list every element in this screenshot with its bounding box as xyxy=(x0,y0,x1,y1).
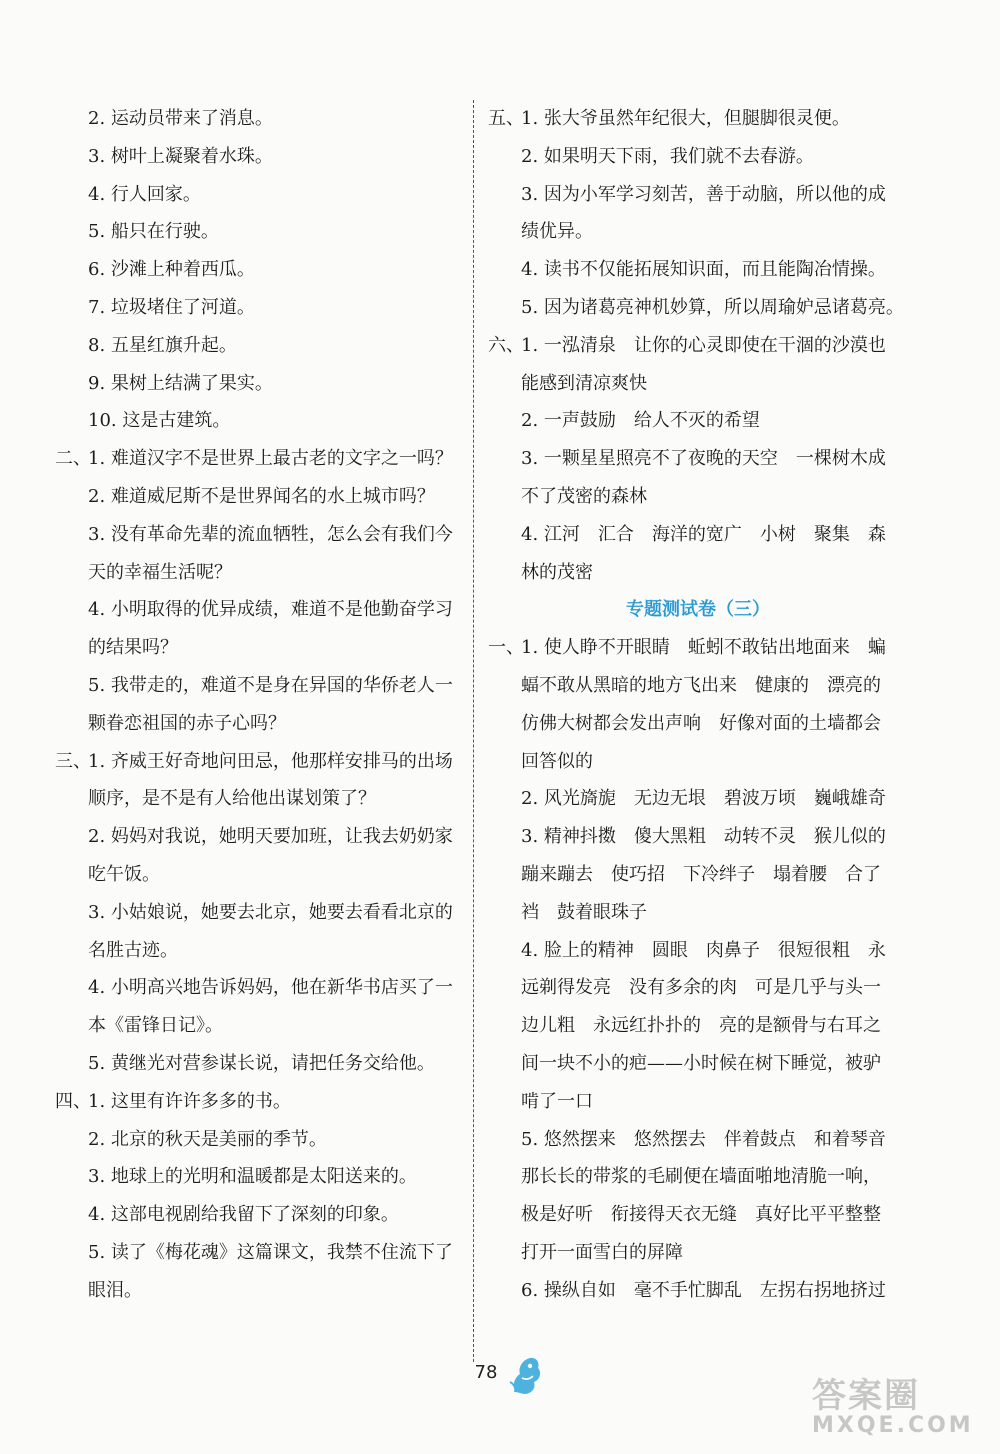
answer-text: 2. 妈妈对我说，她明天要加班，让我去奶奶家 xyxy=(88,826,453,848)
answer-text: 不了茂密的森林 xyxy=(521,485,647,507)
answer-text: 名胜古迹。 xyxy=(88,939,178,961)
answer-text: 5. 悠然摆来 悠然摆去 伴着鼓点 和着琴音 xyxy=(521,1128,886,1150)
answer-text: 5. 我带走的，难道不是身在异国的华侨老人一 xyxy=(88,674,453,696)
answer-line xyxy=(55,591,460,629)
answer-line xyxy=(55,1234,460,1272)
answer-line xyxy=(488,1196,908,1234)
answer-text: 2. 风光旖旎 无边无垠 碧波万顷 巍峨雄奇 xyxy=(521,788,886,810)
answer-text: 8. 五星红旗升起。 xyxy=(88,334,237,356)
answer-line xyxy=(55,176,460,214)
answer-line xyxy=(488,1083,908,1121)
answer-line xyxy=(55,1045,460,1083)
answer-line xyxy=(488,554,908,592)
answer-text: 4. 读书不仅能拓展知识面，而且能陶冶情操。 xyxy=(521,259,886,281)
answer-line xyxy=(488,1272,908,1310)
answer-text: 啃了一口 xyxy=(521,1090,593,1112)
answer-line xyxy=(488,818,908,856)
answer-text: 1. 这里有许许多多的书。 xyxy=(88,1090,291,1112)
answer-line xyxy=(55,743,460,781)
answer-text: 2. 如果明天下雨，我们就不去春游。 xyxy=(521,145,814,167)
answer-text: 5. 船只在行驶。 xyxy=(88,221,219,243)
answer-text: 5. 读了《梅花魂》这篇课文，我禁不住流下了 xyxy=(88,1241,453,1263)
answer-text: 1. 齐威王好奇地问田忌，他那样安排马的出场 xyxy=(88,750,453,772)
answer-text: 4. 小明高兴地告诉妈妈，他在新华书店买了一 xyxy=(88,977,453,999)
column-divider xyxy=(473,100,474,1362)
answer-line xyxy=(55,516,460,554)
answer-line xyxy=(488,440,908,478)
page-number-text: 78 xyxy=(474,1362,498,1383)
watermark-top: 答案圈 xyxy=(812,1376,920,1416)
answer-line xyxy=(55,213,460,251)
answer-line xyxy=(488,365,908,403)
answer-line xyxy=(488,402,908,440)
answer-line xyxy=(488,629,908,667)
answer-line xyxy=(55,327,460,365)
answer-line xyxy=(488,969,908,1007)
answer-line xyxy=(488,138,908,176)
answer-line xyxy=(55,1083,460,1121)
answer-text: 吃午饭。 xyxy=(88,863,160,885)
answer-line xyxy=(488,516,908,554)
answer-text: 蝠不敢从黑暗的地方飞出来 健康的 漂亮的 xyxy=(521,674,881,696)
answer-text: 7. 垃圾堵住了河道。 xyxy=(88,296,255,318)
answer-line xyxy=(488,213,908,251)
right-column xyxy=(488,100,908,1310)
answer-line xyxy=(488,176,908,214)
answer-text: 极是好听 衔接得天衣无缝 真好比平平整整 xyxy=(521,1204,881,1226)
answer-line xyxy=(488,705,908,743)
answer-text: 回答似的 xyxy=(521,750,593,772)
answer-line xyxy=(55,1272,460,1310)
answer-text: 1. 一泓清泉 让你的心灵即使在干涸的沙漠也 xyxy=(521,334,886,356)
answer-text: 4. 行人回家。 xyxy=(88,183,201,205)
answer-text: 那长长的带浆的毛刷便在墙面啪地清脆一响， xyxy=(521,1166,881,1188)
answer-text: 能感到清凉爽快 xyxy=(521,372,647,394)
answer-line xyxy=(488,856,908,894)
answer-line xyxy=(488,289,908,327)
answer-line xyxy=(55,1196,460,1234)
answer-line xyxy=(55,969,460,1007)
answer-line xyxy=(488,478,908,516)
answer-line xyxy=(55,1158,460,1196)
answer-text: 3. 小姑娘说，她要去北京，她要去看看北京的 xyxy=(88,901,453,923)
answer-text: 间一块不小的疤——小时候在树下睡觉，被驴 xyxy=(521,1052,881,1074)
answer-line xyxy=(488,327,908,365)
answer-text: 绩优异。 xyxy=(521,221,593,243)
answer-text: 5. 因为诸葛亮神机妙算，所以周瑜妒忌诸葛亮。 xyxy=(521,296,904,318)
answer-line xyxy=(55,1007,460,1045)
section-title xyxy=(488,591,908,629)
answer-text: 打开一面雪白的屏障 xyxy=(521,1241,683,1263)
answer-line xyxy=(55,932,460,970)
answer-line xyxy=(488,1121,908,1159)
answer-line xyxy=(488,1234,908,1272)
section-label: 五、 xyxy=(488,108,524,129)
answer-line xyxy=(488,251,908,289)
answer-line xyxy=(488,1158,908,1196)
answer-line xyxy=(55,440,460,478)
answer-text: 裆 鼓着眼珠子 xyxy=(521,901,647,923)
answer-text: 3. 一颗星星照亮不了夜晚的天空 一棵树木成 xyxy=(521,448,886,470)
answer-line xyxy=(55,1121,460,1159)
section-label: 三、 xyxy=(55,750,91,772)
answer-text: 林的茂密 xyxy=(521,561,593,583)
mascot-icon xyxy=(508,1352,544,1396)
answer-line xyxy=(488,100,908,138)
answer-line xyxy=(55,894,460,932)
answer-text: 6. 操纵自如 毫不手忙脚乱 左拐右拐地挤过 xyxy=(521,1279,886,1301)
answer-line xyxy=(55,251,460,289)
answer-text: 专题测试卷（三） xyxy=(626,599,770,621)
answer-line xyxy=(55,289,460,327)
answer-text: 4. 脸上的精神 圆眼 肉鼻子 很短很粗 永 xyxy=(521,939,886,961)
answer-line xyxy=(55,818,460,856)
answer-text: 眼泪。 xyxy=(88,1279,142,1301)
answer-text: 4. 这部电视剧给我留下了深刻的印象。 xyxy=(88,1204,399,1226)
answer-line xyxy=(55,100,460,138)
answer-text: 3. 地球上的光明和温暖都是太阳送来的。 xyxy=(88,1166,417,1188)
answer-line xyxy=(488,932,908,970)
watermark-logo xyxy=(812,1378,982,1438)
answer-line xyxy=(488,743,908,781)
section-label: 四、 xyxy=(55,1090,91,1112)
answer-line xyxy=(55,554,460,592)
answer-line xyxy=(488,667,908,705)
answer-text: 3. 精神抖擞 傻大黑粗 动转不灵 猴儿似的 xyxy=(521,826,886,848)
watermark-bottom: MXQE.COM xyxy=(812,1413,974,1438)
answer-text: 9. 果树上结满了果实。 xyxy=(88,372,273,394)
answer-text: 4. 小明取得的优异成绩，难道不是他勤奋学习 xyxy=(88,599,453,621)
answer-text: 6. 沙滩上种着西瓜。 xyxy=(88,259,255,281)
answer-line xyxy=(55,856,460,894)
answer-line xyxy=(488,1045,908,1083)
answer-text: 1. 难道汉字不是世界上最古老的文字之一吗？ xyxy=(88,448,453,470)
answer-text: 天的幸福生活呢？ xyxy=(88,561,232,583)
answer-text: 2. 运动员带来了消息。 xyxy=(88,108,273,129)
answer-text: 本《雷锋日记》。 xyxy=(88,1015,223,1037)
answer-line xyxy=(55,478,460,516)
answer-text: 3. 没有革命先辈的流血牺牲，怎么会有我们今 xyxy=(88,523,453,545)
answer-line xyxy=(55,629,460,667)
answer-text: 蹦来蹦去 使巧招 下冷绊子 塌着腰 合了 xyxy=(521,863,881,885)
answer-line xyxy=(488,894,908,932)
answer-text: 1. 使人睁不开眼睛 蚯蚓不敢钻出地面来 蝙 xyxy=(521,637,886,659)
section-label: 六、 xyxy=(488,334,524,356)
answer-line xyxy=(488,1007,908,1045)
answer-text: 2. 难道威尼斯不是世界闻名的水上城市吗？ xyxy=(88,485,435,507)
answer-text: 10. 这是古建筑。 xyxy=(88,410,231,432)
answer-text: 2. 北京的秋天是美丽的季节。 xyxy=(88,1128,327,1150)
answer-line xyxy=(55,365,460,403)
answer-text: 1. 张大爷虽然年纪很大，但腿脚很灵便。 xyxy=(521,108,850,129)
section-label: 一、 xyxy=(488,637,524,659)
answer-text: 仿佛大树都会发出声响 好像对面的土墙都会 xyxy=(521,712,881,734)
left-column xyxy=(55,100,460,1310)
answer-text: 3. 树叶上凝聚着水珠。 xyxy=(88,145,273,167)
answer-line xyxy=(55,402,460,440)
answer-text: 3. 因为小军学习刻苦，善于动脑，所以他的成 xyxy=(521,183,886,205)
answer-text: 5. 黄继光对营参谋长说，请把任务交给他。 xyxy=(88,1052,435,1074)
answer-text: 2. 一声鼓励 给人不灭的希望 xyxy=(521,410,760,432)
answer-line xyxy=(488,780,908,818)
answer-line xyxy=(55,667,460,705)
answer-text: 4. 江河 汇合 海洋的宽广 小树 聚集 森 xyxy=(521,523,886,545)
answer-text: 颗眷恋祖国的赤子心吗？ xyxy=(88,712,286,734)
answer-line xyxy=(55,138,460,176)
answer-line xyxy=(55,780,460,818)
answer-text: 边儿粗 永远红扑扑的 亮的是额骨与右耳之 xyxy=(521,1015,881,1037)
answer-text: 远剃得发亮 没有多余的肉 可是几乎与头一 xyxy=(521,977,881,999)
section-label: 二、 xyxy=(55,448,91,470)
answer-text: 的结果吗？ xyxy=(88,637,178,659)
answer-line xyxy=(55,705,460,743)
answer-text: 顺序，是不是有人给他出谋划策了？ xyxy=(88,788,376,810)
